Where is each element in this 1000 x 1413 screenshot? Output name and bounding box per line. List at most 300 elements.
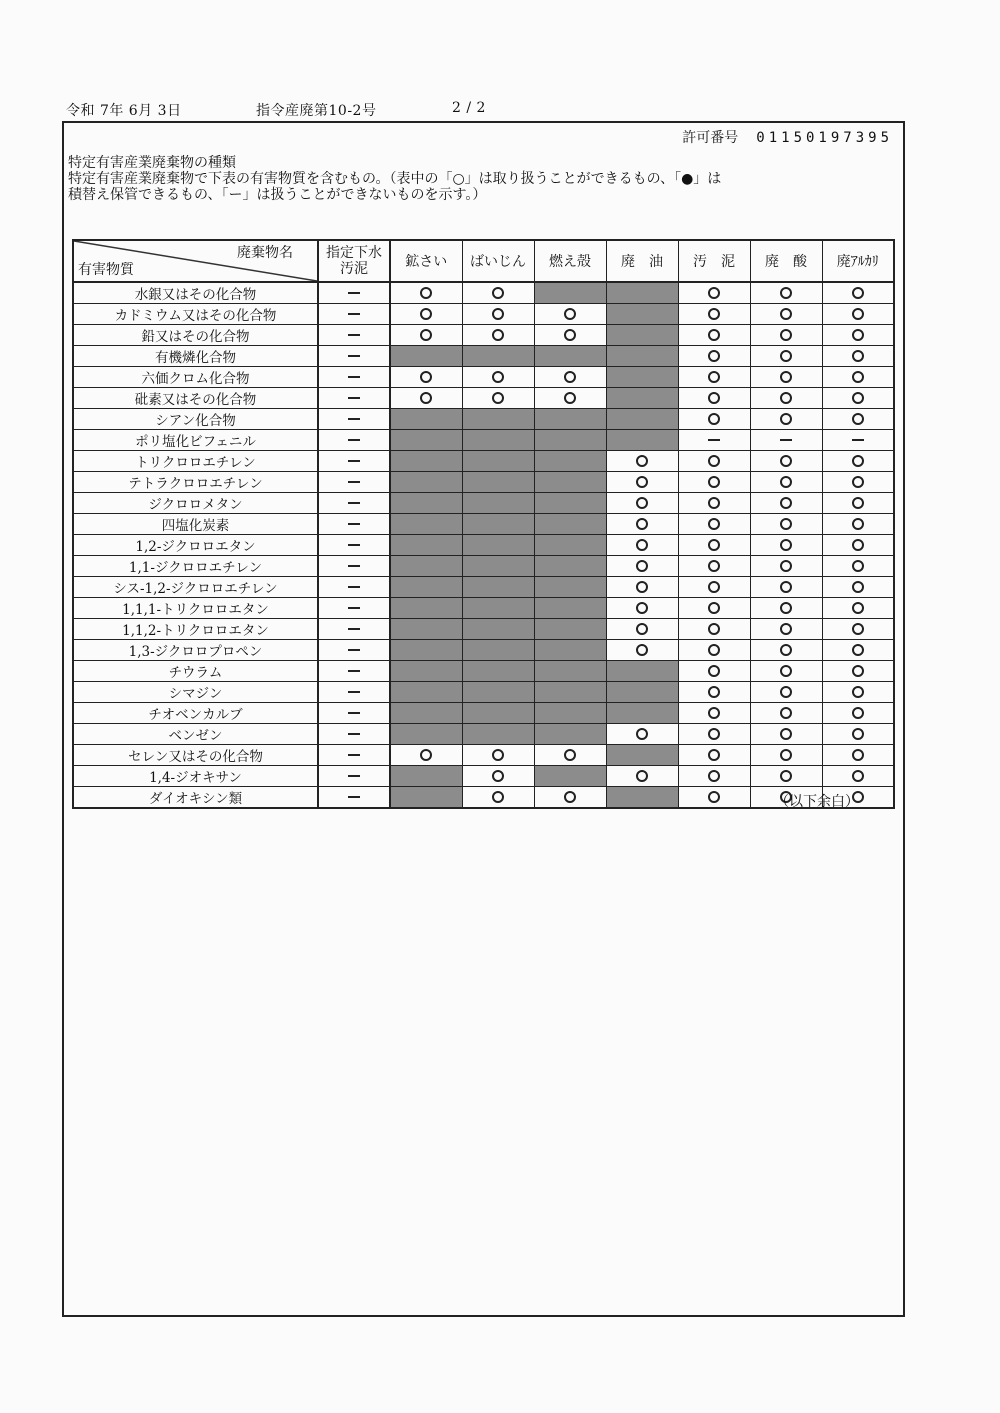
table-row bbox=[73, 430, 894, 451]
intro-text bbox=[68, 155, 888, 203]
table-cell bbox=[462, 787, 534, 809]
issue-date: 令和 7年 6月 3日 bbox=[66, 103, 182, 119]
table-cell bbox=[678, 598, 750, 619]
table-cell bbox=[750, 766, 822, 787]
dash-mark-icon bbox=[348, 397, 360, 399]
circle-mark-icon bbox=[852, 581, 864, 593]
substance-name: ダイオキシン類 bbox=[73, 787, 318, 809]
dash-mark-icon bbox=[348, 481, 360, 483]
dash-mark-icon bbox=[348, 796, 360, 798]
table-cell bbox=[678, 493, 750, 514]
table-cell bbox=[678, 535, 750, 556]
table-cell bbox=[390, 367, 462, 388]
circle-mark-icon bbox=[708, 560, 720, 572]
circle-mark-icon bbox=[780, 518, 792, 530]
circle-mark-icon bbox=[492, 371, 504, 383]
table-cell bbox=[822, 514, 894, 535]
table-cell bbox=[678, 787, 750, 809]
circle-mark-icon bbox=[636, 476, 648, 488]
shaded-cell bbox=[606, 682, 678, 703]
table-cell bbox=[678, 556, 750, 577]
table-cell bbox=[318, 703, 390, 724]
circle-mark-icon bbox=[420, 392, 432, 404]
shaded-cell bbox=[390, 346, 462, 367]
table-cell bbox=[318, 556, 390, 577]
intro-line-2: 特定有害産業廃棄物で下表の有害物質を含むもの。（表中の「○」は取り扱うことができるもの、「●」は bbox=[68, 171, 722, 187]
circle-mark-icon bbox=[780, 707, 792, 719]
circle-mark-icon bbox=[636, 560, 648, 572]
column-header: 廃 酸 bbox=[750, 240, 822, 282]
table-cell bbox=[822, 640, 894, 661]
table-cell bbox=[750, 640, 822, 661]
circle-mark-icon bbox=[780, 581, 792, 593]
table-row bbox=[73, 282, 894, 304]
dash-mark-icon bbox=[348, 607, 360, 609]
table-cell bbox=[678, 388, 750, 409]
shaded-cell bbox=[462, 619, 534, 640]
table-cell bbox=[606, 619, 678, 640]
column-header: 燃え殻 bbox=[534, 240, 606, 282]
circle-mark-icon bbox=[852, 539, 864, 551]
shaded-cell bbox=[390, 493, 462, 514]
table-cell bbox=[318, 766, 390, 787]
table-cell bbox=[678, 724, 750, 745]
table-row bbox=[73, 556, 894, 577]
table-cell bbox=[678, 577, 750, 598]
table-cell bbox=[318, 430, 390, 451]
table-row bbox=[73, 388, 894, 409]
circle-mark-icon bbox=[708, 602, 720, 614]
table-cell bbox=[750, 493, 822, 514]
dash-mark-icon bbox=[780, 439, 792, 441]
shaded-cell bbox=[534, 619, 606, 640]
dash-mark-icon bbox=[348, 586, 360, 588]
shaded-cell bbox=[534, 682, 606, 703]
page-number: 2 / 2 bbox=[452, 100, 486, 116]
circle-mark-icon bbox=[852, 350, 864, 362]
substance-name: 鉛又はその化合物 bbox=[73, 325, 318, 346]
circle-mark-icon bbox=[852, 308, 864, 320]
shaded-cell bbox=[534, 346, 606, 367]
circle-mark-icon bbox=[852, 728, 864, 740]
circle-mark-icon bbox=[780, 686, 792, 698]
table-cell bbox=[678, 682, 750, 703]
circle-mark-icon bbox=[636, 455, 648, 467]
substance-name: 1,2-ジクロロエタン bbox=[73, 535, 318, 556]
circle-mark-icon bbox=[420, 308, 432, 320]
circle-mark-icon bbox=[780, 560, 792, 572]
circle-mark-icon bbox=[780, 623, 792, 635]
shaded-cell bbox=[534, 451, 606, 472]
circle-mark-icon bbox=[708, 392, 720, 404]
shaded-cell bbox=[534, 493, 606, 514]
table-cell bbox=[390, 325, 462, 346]
table-cell bbox=[678, 661, 750, 682]
circle-mark-icon bbox=[852, 749, 864, 761]
dash-mark-icon bbox=[348, 691, 360, 693]
shaded-cell bbox=[606, 409, 678, 430]
circle-mark-icon bbox=[780, 455, 792, 467]
column-header-line: 指定下水 bbox=[326, 245, 382, 261]
shaded-cell bbox=[462, 472, 534, 493]
table-row bbox=[73, 724, 894, 745]
table-cell bbox=[534, 388, 606, 409]
shaded-cell bbox=[462, 514, 534, 535]
table-cell bbox=[822, 703, 894, 724]
table-cell bbox=[822, 493, 894, 514]
table-row bbox=[73, 472, 894, 493]
circle-mark-icon bbox=[708, 350, 720, 362]
circle-mark-icon bbox=[708, 497, 720, 509]
circle-mark-icon bbox=[564, 392, 576, 404]
table-cell bbox=[822, 388, 894, 409]
table-header-row bbox=[73, 240, 894, 282]
circle-mark-icon bbox=[852, 665, 864, 677]
table-cell bbox=[678, 367, 750, 388]
shaded-cell bbox=[390, 577, 462, 598]
table-row bbox=[73, 346, 894, 367]
table-row bbox=[73, 493, 894, 514]
table-cell bbox=[750, 430, 822, 451]
table-cell bbox=[606, 535, 678, 556]
shaded-cell bbox=[606, 430, 678, 451]
shaded-cell bbox=[462, 451, 534, 472]
table-cell bbox=[606, 724, 678, 745]
circle-mark-icon bbox=[780, 287, 792, 299]
table-row bbox=[73, 661, 894, 682]
table-cell bbox=[678, 409, 750, 430]
substance-label: 有害物質 bbox=[78, 262, 134, 278]
dash-mark-icon bbox=[348, 355, 360, 357]
circle-mark-icon bbox=[564, 371, 576, 383]
shaded-cell bbox=[462, 703, 534, 724]
table-cell bbox=[822, 472, 894, 493]
table-cell bbox=[462, 304, 534, 325]
shaded-cell bbox=[390, 703, 462, 724]
circle-mark-icon bbox=[708, 308, 720, 320]
table-cell bbox=[462, 766, 534, 787]
table-cell bbox=[606, 451, 678, 472]
table-cell bbox=[318, 282, 390, 304]
table-cell bbox=[822, 619, 894, 640]
circle-mark-icon bbox=[708, 707, 720, 719]
circle-mark-icon bbox=[420, 371, 432, 383]
circle-mark-icon bbox=[564, 749, 576, 761]
shaded-cell bbox=[390, 514, 462, 535]
table-cell bbox=[390, 304, 462, 325]
dash-mark-icon bbox=[348, 754, 360, 756]
table-cell bbox=[822, 430, 894, 451]
dash-mark-icon bbox=[348, 565, 360, 567]
table-cell bbox=[390, 388, 462, 409]
circle-mark-icon bbox=[492, 308, 504, 320]
table-row bbox=[73, 640, 894, 661]
substance-name: シアン化合物 bbox=[73, 409, 318, 430]
circle-mark-icon bbox=[564, 329, 576, 341]
circle-mark-icon bbox=[708, 623, 720, 635]
circle-mark-icon bbox=[852, 329, 864, 341]
substance-name: 1,4-ジオキサン bbox=[73, 766, 318, 787]
shaded-cell bbox=[390, 430, 462, 451]
table-cell bbox=[750, 745, 822, 766]
shaded-cell bbox=[462, 640, 534, 661]
table-cell bbox=[750, 535, 822, 556]
table-cell bbox=[678, 346, 750, 367]
circle-mark-icon bbox=[852, 644, 864, 656]
table-row bbox=[73, 577, 894, 598]
dash-mark-icon bbox=[348, 439, 360, 441]
shaded-cell bbox=[390, 409, 462, 430]
table-row bbox=[73, 535, 894, 556]
substance-name: ジクロロメタン bbox=[73, 493, 318, 514]
column-header: 鉱さい bbox=[390, 240, 462, 282]
shaded-cell bbox=[390, 472, 462, 493]
table-cell bbox=[390, 282, 462, 304]
table-cell bbox=[318, 640, 390, 661]
shaded-cell bbox=[462, 535, 534, 556]
table-cell bbox=[822, 325, 894, 346]
shaded-cell bbox=[462, 724, 534, 745]
table-cell bbox=[822, 282, 894, 304]
circle-mark-icon bbox=[708, 581, 720, 593]
table-cell bbox=[678, 472, 750, 493]
circle-mark-icon bbox=[708, 371, 720, 383]
dash-mark-icon bbox=[348, 670, 360, 672]
substance-name: 六価クロム化合物 bbox=[73, 367, 318, 388]
substance-name: ベンゼン bbox=[73, 724, 318, 745]
shaded-cell bbox=[534, 282, 606, 304]
shaded-cell bbox=[534, 724, 606, 745]
circle-mark-icon bbox=[636, 623, 648, 635]
table-cell bbox=[606, 556, 678, 577]
table-cell bbox=[606, 472, 678, 493]
table-cell bbox=[318, 472, 390, 493]
substance-name: 1,1-ジクロロエチレン bbox=[73, 556, 318, 577]
table-cell bbox=[678, 430, 750, 451]
circle-mark-icon bbox=[852, 476, 864, 488]
shaded-cell bbox=[606, 325, 678, 346]
shaded-cell bbox=[462, 577, 534, 598]
table-cell bbox=[318, 493, 390, 514]
circle-mark-icon bbox=[708, 791, 720, 803]
permit-number: 01150197395 bbox=[756, 130, 893, 146]
substance-name: シマジン bbox=[73, 682, 318, 703]
table-cell bbox=[822, 745, 894, 766]
substance-name: 1,1,2-トリクロロエタン bbox=[73, 619, 318, 640]
column-header bbox=[318, 240, 390, 282]
table-cell bbox=[750, 598, 822, 619]
shaded-cell bbox=[606, 282, 678, 304]
table-row bbox=[73, 703, 894, 724]
circle-mark-icon bbox=[852, 392, 864, 404]
table-cell bbox=[534, 745, 606, 766]
dash-mark-icon bbox=[348, 628, 360, 630]
table-cell bbox=[750, 556, 822, 577]
circle-mark-icon bbox=[780, 413, 792, 425]
shaded-cell bbox=[462, 556, 534, 577]
shaded-cell bbox=[534, 577, 606, 598]
table-cell bbox=[750, 682, 822, 703]
shaded-cell bbox=[390, 619, 462, 640]
table-cell bbox=[318, 661, 390, 682]
permit-label: 許可番号 bbox=[682, 130, 739, 146]
column-header: 汚 泥 bbox=[678, 240, 750, 282]
table-cell bbox=[318, 367, 390, 388]
table-cell bbox=[750, 724, 822, 745]
shaded-cell bbox=[534, 598, 606, 619]
table-cell bbox=[750, 619, 822, 640]
circle-mark-icon bbox=[852, 371, 864, 383]
circle-mark-icon bbox=[852, 455, 864, 467]
shaded-cell bbox=[534, 661, 606, 682]
table-row bbox=[73, 451, 894, 472]
shaded-cell bbox=[390, 724, 462, 745]
shaded-cell bbox=[606, 661, 678, 682]
shaded-cell bbox=[462, 661, 534, 682]
table-cell bbox=[462, 745, 534, 766]
dash-mark-icon bbox=[348, 313, 360, 315]
circle-mark-icon bbox=[564, 791, 576, 803]
table-cell bbox=[318, 787, 390, 809]
table-cell bbox=[750, 451, 822, 472]
shaded-cell bbox=[390, 766, 462, 787]
table-cell bbox=[318, 745, 390, 766]
table-cell bbox=[678, 745, 750, 766]
circle-mark-icon bbox=[852, 497, 864, 509]
table-cell bbox=[750, 304, 822, 325]
table-row bbox=[73, 745, 894, 766]
table-cell bbox=[606, 577, 678, 598]
circle-mark-icon bbox=[852, 623, 864, 635]
remainder-blank-note: （以下余白） bbox=[775, 794, 859, 810]
table-cell bbox=[318, 682, 390, 703]
corner-header bbox=[73, 240, 318, 282]
table-cell bbox=[822, 451, 894, 472]
shaded-cell bbox=[462, 493, 534, 514]
circle-mark-icon bbox=[708, 518, 720, 530]
column-header: ばいじん bbox=[462, 240, 534, 282]
content-frame bbox=[62, 121, 905, 1317]
table-cell bbox=[678, 514, 750, 535]
substance-name: セレン又はその化合物 bbox=[73, 745, 318, 766]
dash-mark-icon bbox=[348, 712, 360, 714]
circle-mark-icon bbox=[780, 644, 792, 656]
substance-name: 水銀又はその化合物 bbox=[73, 282, 318, 304]
hazardous-substance-table bbox=[72, 239, 895, 809]
table-cell bbox=[678, 619, 750, 640]
dash-mark-icon bbox=[348, 376, 360, 378]
table-row bbox=[73, 682, 894, 703]
shaded-cell bbox=[390, 535, 462, 556]
circle-mark-icon bbox=[492, 770, 504, 782]
circle-mark-icon bbox=[852, 413, 864, 425]
table-cell bbox=[750, 367, 822, 388]
circle-mark-icon bbox=[564, 308, 576, 320]
circle-mark-icon bbox=[780, 539, 792, 551]
table-cell bbox=[678, 451, 750, 472]
circle-mark-icon bbox=[420, 749, 432, 761]
shaded-cell bbox=[390, 661, 462, 682]
column-header: 廃 油 bbox=[606, 240, 678, 282]
waste-name-label: 廃棄物名 bbox=[237, 245, 293, 261]
substance-name: 1,3-ジクロロプロペン bbox=[73, 640, 318, 661]
table-cell bbox=[822, 598, 894, 619]
table-cell bbox=[606, 493, 678, 514]
permit-number-block bbox=[682, 127, 893, 147]
table-cell bbox=[534, 787, 606, 809]
circle-mark-icon bbox=[492, 287, 504, 299]
table-cell bbox=[606, 766, 678, 787]
table-cell bbox=[390, 745, 462, 766]
shaded-cell bbox=[390, 787, 462, 809]
shaded-cell bbox=[534, 472, 606, 493]
shaded-cell bbox=[462, 430, 534, 451]
table-cell bbox=[822, 367, 894, 388]
dash-mark-icon bbox=[348, 418, 360, 420]
circle-mark-icon bbox=[852, 770, 864, 782]
table-cell bbox=[822, 304, 894, 325]
table-row bbox=[73, 367, 894, 388]
table-cell bbox=[750, 472, 822, 493]
table-cell bbox=[318, 346, 390, 367]
dash-mark-icon bbox=[348, 292, 360, 294]
circle-mark-icon bbox=[780, 392, 792, 404]
table-row bbox=[73, 514, 894, 535]
circle-mark-icon bbox=[780, 728, 792, 740]
circle-mark-icon bbox=[420, 329, 432, 341]
circle-mark-icon bbox=[780, 665, 792, 677]
shaded-cell bbox=[390, 640, 462, 661]
dash-mark-icon bbox=[348, 544, 360, 546]
shaded-cell bbox=[462, 346, 534, 367]
table-cell bbox=[318, 514, 390, 535]
table-cell bbox=[750, 388, 822, 409]
circle-mark-icon bbox=[492, 392, 504, 404]
circle-mark-icon bbox=[780, 749, 792, 761]
table-cell bbox=[678, 304, 750, 325]
circle-mark-icon bbox=[708, 770, 720, 782]
table-row bbox=[73, 598, 894, 619]
circle-mark-icon bbox=[852, 686, 864, 698]
shaded-cell bbox=[606, 388, 678, 409]
table-cell bbox=[318, 451, 390, 472]
circle-mark-icon bbox=[708, 413, 720, 425]
table-row bbox=[73, 409, 894, 430]
shaded-cell bbox=[390, 451, 462, 472]
circle-mark-icon bbox=[636, 728, 648, 740]
shaded-cell bbox=[606, 745, 678, 766]
circle-mark-icon bbox=[708, 749, 720, 761]
circle-mark-icon bbox=[708, 665, 720, 677]
table-cell bbox=[822, 556, 894, 577]
shaded-cell bbox=[534, 766, 606, 787]
table-cell bbox=[678, 282, 750, 304]
shaded-cell bbox=[534, 703, 606, 724]
shaded-cell bbox=[534, 640, 606, 661]
table-cell bbox=[822, 661, 894, 682]
table-cell bbox=[678, 640, 750, 661]
table-row bbox=[73, 619, 894, 640]
table-cell bbox=[750, 282, 822, 304]
table-cell bbox=[534, 325, 606, 346]
circle-mark-icon bbox=[636, 602, 648, 614]
dash-mark-icon bbox=[348, 523, 360, 525]
reference-number: 指令産廃第10-2号 bbox=[256, 103, 377, 119]
shaded-cell bbox=[606, 367, 678, 388]
table-cell bbox=[606, 598, 678, 619]
column-header: 廃ｱﾙｶﾘ bbox=[822, 240, 894, 282]
table-cell bbox=[822, 409, 894, 430]
